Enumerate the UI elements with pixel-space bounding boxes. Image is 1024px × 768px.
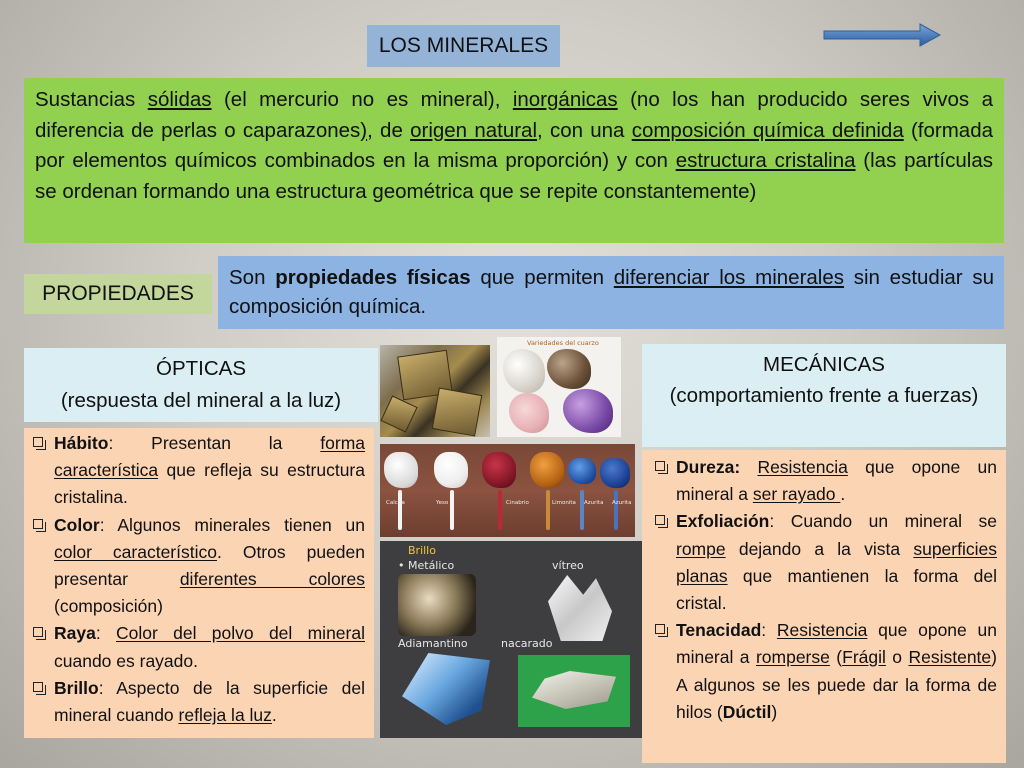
mechanics-heading <box>642 344 1006 447</box>
streak-colors-photo <box>380 444 635 537</box>
quartz-varieties-photo <box>497 337 621 437</box>
luster-panel <box>380 541 642 738</box>
mechanics-subtitle: (comportamiento frente a fuerzas) <box>669 384 979 407</box>
checkbox-bullet-icon <box>655 515 665 525</box>
pyrite-photo <box>380 345 490 437</box>
optics-subtitle: (respuesta del mineral a la luz) <box>60 389 342 412</box>
optics-list <box>24 428 374 738</box>
checkbox-bullet-icon <box>33 627 43 637</box>
optics-heading <box>24 348 378 422</box>
streak-label: Yeso <box>436 500 449 506</box>
checkbox-bullet-icon <box>655 461 665 471</box>
streak-label: Azurita <box>584 500 604 506</box>
streak-label: Azurita <box>612 500 632 506</box>
list-item: Color: Algunos minerales tienen un color característico. Otros pueden presentar diferentes colores (composición) <box>32 512 365 621</box>
streak-label: Limonita <box>552 500 576 506</box>
checkbox-bullet-icon <box>33 437 43 447</box>
luster-title: Brillo <box>408 544 436 557</box>
quartz-caption: Variedades del cuarzo <box>527 339 599 347</box>
adamantine-mineral-image <box>402 653 490 725</box>
luster-nacarado-label: nacarado <box>501 637 553 650</box>
list-item: Exfoliación: Cuando un mineral se rompe dejando a la vista superficies planas que mantienen la forma del cristal. <box>654 508 997 617</box>
optics-title: ÓPTICAS <box>156 357 246 380</box>
mechanics-list <box>642 450 1006 763</box>
streak-label: Calcita <box>386 500 405 506</box>
list-item: Brillo: Aspecto de la superficie del mineral cuando refleja la luz. <box>32 675 365 729</box>
checkbox-bullet-icon <box>33 682 43 692</box>
mechanics-title: MECÁNICAS <box>763 353 885 376</box>
properties-description: Son propiedades físicas que permiten diferenciar los minerales sin estudiar su composición química. <box>218 256 1004 329</box>
right-arrow-icon[interactable] <box>822 22 942 48</box>
checkbox-bullet-icon <box>33 519 43 529</box>
checkbox-bullet-icon <box>655 624 665 634</box>
metallic-mineral-image <box>398 574 476 636</box>
vitreous-mineral-image <box>548 575 612 641</box>
luster-metalico-label: • Metálico <box>398 559 455 572</box>
list-item: Raya: Color del polvo del mineral cuando es rayado. <box>32 620 365 674</box>
properties-label: PROPIEDADES <box>24 274 212 314</box>
definition-box: Sustancias sólidas (el mercurio no es mineral), inorgánicas (no los han producido seres vivos a diferencia de perlas o caparazones), de origen natural, con una composición química definida (formada por elementos químicos combinados en la misma proporción) y con estructura cristalina (las partículas se ordenan formando una estructura geométrica que se repite constantemente) <box>24 78 1004 243</box>
list-item: Dureza: Resistencia que opone un mineral a ser rayado . <box>654 454 997 508</box>
streak-label: Cinabrio <box>506 500 529 506</box>
list-item: Hábito: Presentan la forma característica que refleja su estructura cristalina. <box>32 430 365 512</box>
luster-adiamantino-label: Adiamantino <box>398 637 468 650</box>
luster-vitreo-label: vítreo <box>552 559 584 572</box>
list-item: Tenacidad: Resistencia que opone un mineral a romperse (Frágil o Resistente) A algunos se les puede dar la forma de hilos (Dúctil) <box>654 617 997 726</box>
slide-title: LOS MINERALES <box>367 25 560 67</box>
